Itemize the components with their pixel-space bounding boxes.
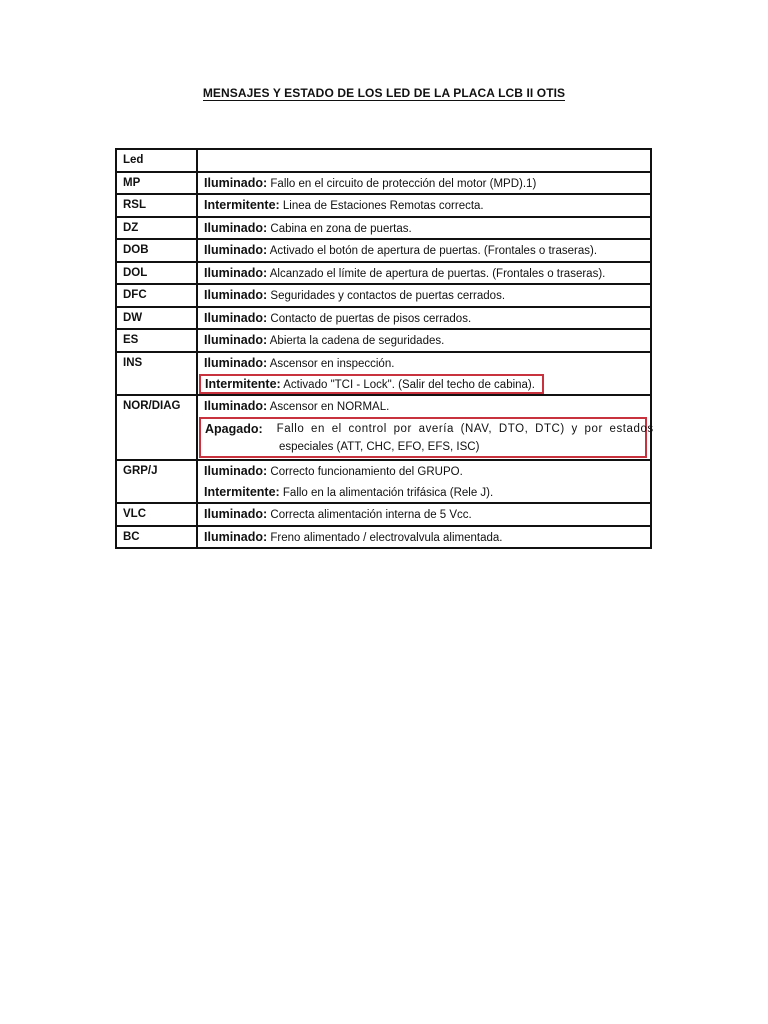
led-name-cell: BC — [116, 526, 197, 549]
state-description: Contacto de puertas de pisos cerrados. — [270, 312, 472, 325]
table-row-es — [116, 329, 651, 352]
state-label: Intermitente: — [205, 377, 281, 391]
state-description: Activado "TCI - Lock". (Salir del techo de cabina). — [283, 379, 535, 391]
table-row-dw — [116, 307, 651, 330]
state-label: Iluminado: — [204, 355, 268, 370]
led-message-cell — [197, 194, 651, 217]
table-row-dob — [116, 239, 651, 262]
led-message-cell — [197, 262, 651, 285]
state-label: Iluminado: — [204, 464, 268, 478]
state-description: Freno alimentado / electrovalvula alimentada. — [270, 531, 503, 544]
state-label: Apagado: — [205, 422, 263, 436]
table-row-mp — [116, 172, 651, 195]
state-description: Linea de Estaciones Remotas correcta. — [282, 200, 484, 212]
state-label: Iluminado: — [204, 175, 268, 190]
led-message-cell — [197, 503, 651, 526]
led-status-table — [115, 148, 652, 549]
led-name-cell: DW — [116, 307, 197, 330]
led-message-cell — [197, 460, 651, 503]
led-message-cell — [197, 395, 654, 461]
state-label: Iluminado: — [204, 333, 268, 347]
header-empty-cell — [197, 149, 651, 172]
led-message-cell — [197, 352, 651, 395]
led-message-cell — [197, 284, 651, 307]
state-description: Seguridades y contactos de puertas cerrados. — [270, 290, 506, 302]
led-message-cell — [197, 239, 651, 262]
led-message-cell — [197, 526, 651, 549]
led-name-cell: DZ — [116, 217, 197, 240]
state-label: Iluminado: — [204, 529, 268, 544]
led-message-cell — [197, 217, 651, 240]
table-header-row — [116, 149, 651, 172]
state-label: Iluminado: — [204, 398, 268, 413]
table-row-rsl — [116, 194, 651, 217]
state-description: Correcta alimentación interna de 5 Vcc. — [270, 509, 472, 521]
led-name-cell: DOL — [116, 262, 197, 285]
table-row-nor-diag — [116, 395, 651, 461]
state-description: Alcanzado el límite de apertura de puertas. (Frontales o traseras). — [269, 267, 606, 280]
state-description: Fallo en la alimentación trifásica (Rele J). — [282, 486, 494, 499]
document-title-text: MENSAJES Y ESTADO DE LOS LED DE LA PLACA LCB II OTIS — [202, 86, 566, 100]
header-led-cell: Led — [116, 149, 197, 172]
state-description: Ascensor en NORMAL. — [269, 400, 390, 413]
led-name-cell: RSL — [116, 194, 197, 217]
led-name-cell: VLC — [116, 503, 197, 526]
state-label: Iluminado: — [204, 288, 268, 302]
document-title — [0, 86, 768, 100]
table-row-dfc — [116, 284, 651, 307]
table-row-bc — [116, 526, 651, 549]
highlight-box — [199, 374, 544, 394]
led-message-cell — [197, 307, 651, 330]
state-label: Iluminado: — [204, 220, 268, 235]
state-label: Intermitente: — [204, 198, 280, 212]
table-row-vlc — [116, 503, 651, 526]
led-message-cell — [197, 329, 651, 352]
state-description: Fallo en el circuito de protección del motor (MPD).1) — [270, 177, 537, 190]
state-description: Ascensor en inspección. — [269, 357, 395, 370]
state-description: Activado el botón de apertura de puertas. (Frontales o traseras). — [269, 245, 598, 257]
state-label: Intermitente: — [204, 484, 280, 499]
state-label: Iluminado: — [204, 507, 268, 521]
state-description: Abierta la cadena de seguridades. — [269, 335, 445, 347]
table-row-dz — [116, 217, 651, 240]
led-name-cell: DFC — [116, 284, 197, 307]
led-name-cell: GRP/J — [116, 460, 197, 503]
state-description: Correcto funcionamiento del GRUPO. — [270, 466, 463, 478]
state-label: Iluminado: — [204, 265, 268, 280]
state-description-line1: Fallo en el control por avería (NAV, DTO, DTC) y por estados — [276, 423, 654, 435]
led-name-cell: DOB — [116, 239, 197, 262]
led-name-cell: MP — [116, 172, 197, 195]
highlight-box — [199, 417, 654, 458]
led-name-cell: INS — [116, 352, 197, 395]
table-row-grp-j — [116, 460, 651, 503]
state-description-line2: especiales (ATT, CHC, EFO, EFS, ISC) — [279, 441, 480, 453]
state-label: Iluminado: — [204, 243, 268, 257]
state-label: Iluminado: — [204, 310, 268, 325]
led-name-cell: ES — [116, 329, 197, 352]
table-row-ins — [116, 352, 651, 395]
led-message-cell — [197, 172, 651, 195]
table-row-dol — [116, 262, 651, 285]
led-name-cell: NOR/DIAG — [116, 395, 197, 461]
state-description: Cabina en zona de puertas. — [270, 222, 412, 235]
